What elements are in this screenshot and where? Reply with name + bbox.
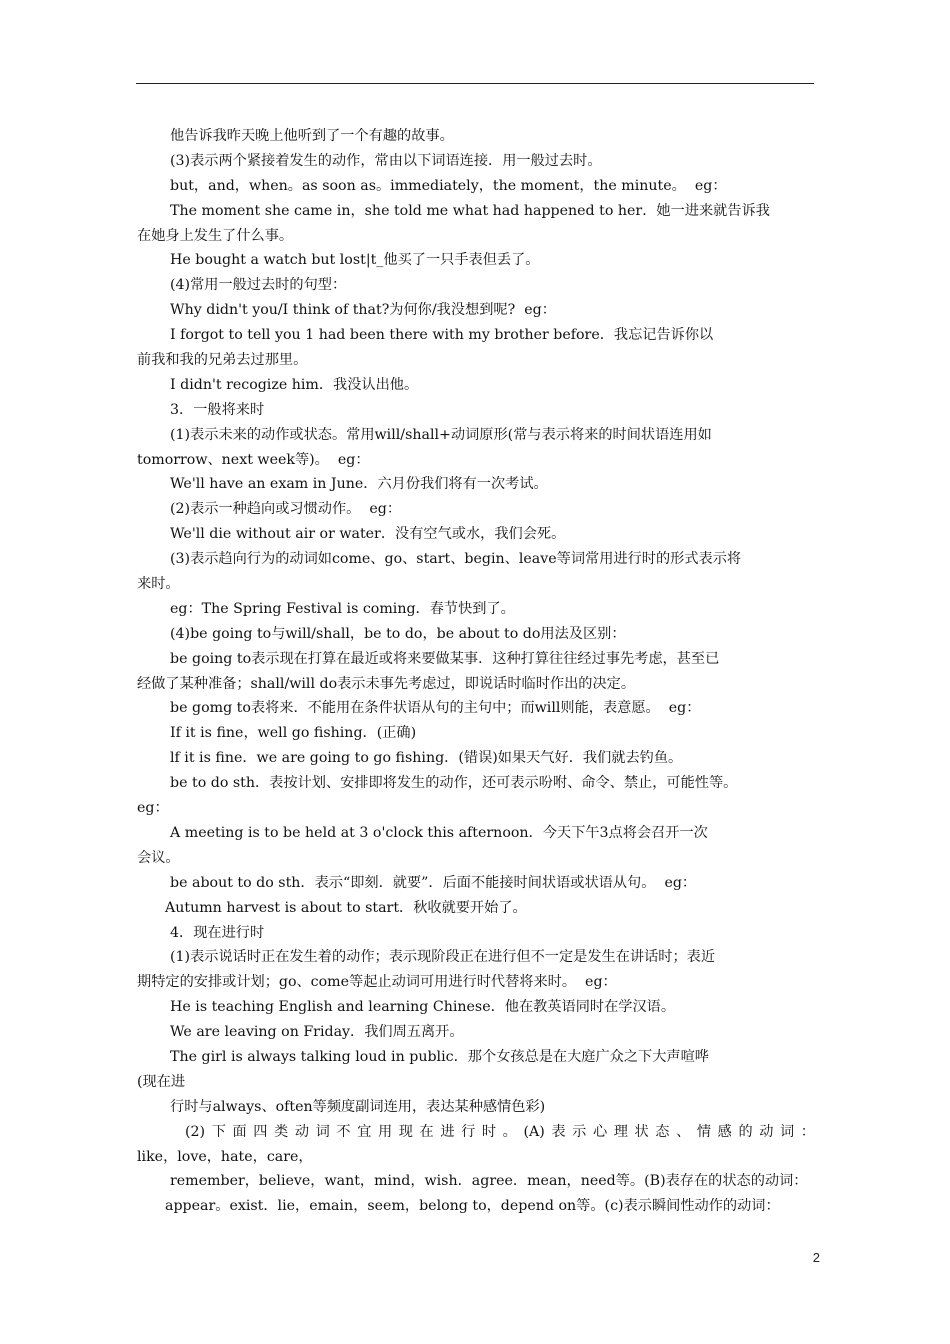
text-line: We'll die without air or water．没有空气或水，我们会死。 [170,526,566,543]
text-line: 经做了某种准备；shall/will do表示未事先考虑过，即说话时临时作出的决定。 [137,675,636,692]
text-line: remember，believe，want，mind，wish．agree．mean，need等。(B)表存在的状态的动词： [170,1173,808,1190]
text-line: We are leaving on Friday．我们周五离开。 [170,1024,464,1041]
text-line: Autumn harvest is about to start．秋收就要开始了。 [165,899,527,916]
text-line: I didn't recogize him．我没认出他。 [170,376,419,393]
text-line: (1)表示说话时正在发生着的动作；表示现阶段正在进行但不一定是发生在讲话时；表近 [170,949,716,966]
text-line: 期特定的安排或计划；go、come等起止动词可用进行时代替将来时。 eg： [137,974,617,991]
page-number: 2 [812,1250,820,1265]
header-rule [136,83,814,84]
text-line: He bought a watch but lost|t_他买了一只手表但丢了。 [170,252,540,269]
text-line: eg： [137,800,169,817]
text-line: like，love，hate，care， [137,1148,313,1165]
text-line: (4)be going to与will/shall，be to do，be about to do用法及区别： [170,625,626,642]
text-line: 他告诉我昨天晚上他听到了一个有趣的故事。 [170,128,454,144]
text-line: A meeting is to be held at 3 o'clock this afternoon．今天下午3点将会召开一次 [170,824,708,841]
text-line: (4)常用一般过去时的句型： [170,277,347,294]
text-line: (现在进 [137,1073,186,1090]
text-line: but，and，when。as soon as。immediately，the moment，the minute。 eg： [170,177,727,194]
text-line: Why didn't you/I think of that?为何你/我没想到呢? eg： [170,302,556,319]
text-line: (2)表示一种趋向或习惯动作。 eg： [170,501,402,518]
text-line: (3)表示两个紧接着发生的动作，常由以下词语连接．用一般过去时。 [170,152,602,169]
text-line: lf it is fine．we are going to go fishing．(错误)如果天气好．我们就去钓鱼。 [170,750,683,767]
text-line: be going to表示现在打算在最近或将来要做某事．这种打算往往经过事先考虑，甚至已 [170,650,720,667]
text-line: 前我和我的兄弟去过那里。 [137,352,308,369]
text-line: be about to do sth．表示“即刻．就要”．后面不能接时间状语或状语从句。 eg： [170,874,697,891]
text-line: 来时。 [137,576,180,593]
text-line: (2)下面四类动词不宜用现在进行时。(A)表示心理状态、情感的动词： [185,1123,815,1140]
section-heading: 3．一般将来时 [170,401,265,418]
text-line: 在她身上发生了什么事。 [137,227,294,244]
text-line: He is teaching English and learning Chinese．他在教英语同时在学汉语。 [170,999,676,1016]
text-line: 行时与always、often等频度副词连用，表达某种感情色彩) [170,1098,546,1115]
text-line: be to do sth．表按计划、安排即将发生的动作，还可表示吩咐、命令、禁止，可能性等。 [170,775,738,792]
text-line: be gomg to表将来．不能用在条件状语从句的主句中；而will则能，表意愿。 eg： [170,700,701,717]
text-line: We'll have an exam in June．六月份我们将有一次考试。 [170,476,548,493]
text-line: eg：The Spring Festival is coming．春节快到了。 [170,600,515,617]
text-line: If it is fine，well go fishing．(正确) [170,725,417,742]
text-line: tomorrow、next week等)。 eg： [137,451,370,468]
text-line: (1)表示未来的动作或状态。常用will/shall+动词原形(常与表示将来的时间状语连用如 [170,426,712,443]
text-line: (3)表示趋向行为的动词如come、go、start、begin、leave等词常用进行时的形式表示将 [170,551,742,568]
text-line: 会议。 [137,849,180,866]
text-line: The girl is always talking loud in public．那个女孩总是在大庭广众之下大声喧哗 [170,1048,709,1065]
text-line: appear。exist．lie，emain，seem，belong to，depend on等。(c)表示瞬间性动作的动词： [165,1198,780,1215]
text-line: The moment she came in，she told me what had happened to her．她一进来就告诉我 [170,202,770,219]
section-heading: 4．现在进行时 [170,924,265,941]
text-line: I forgot to tell you 1 had been there with my brother before．我忘记告诉你以 [170,327,714,344]
document-body [137,124,815,1219]
